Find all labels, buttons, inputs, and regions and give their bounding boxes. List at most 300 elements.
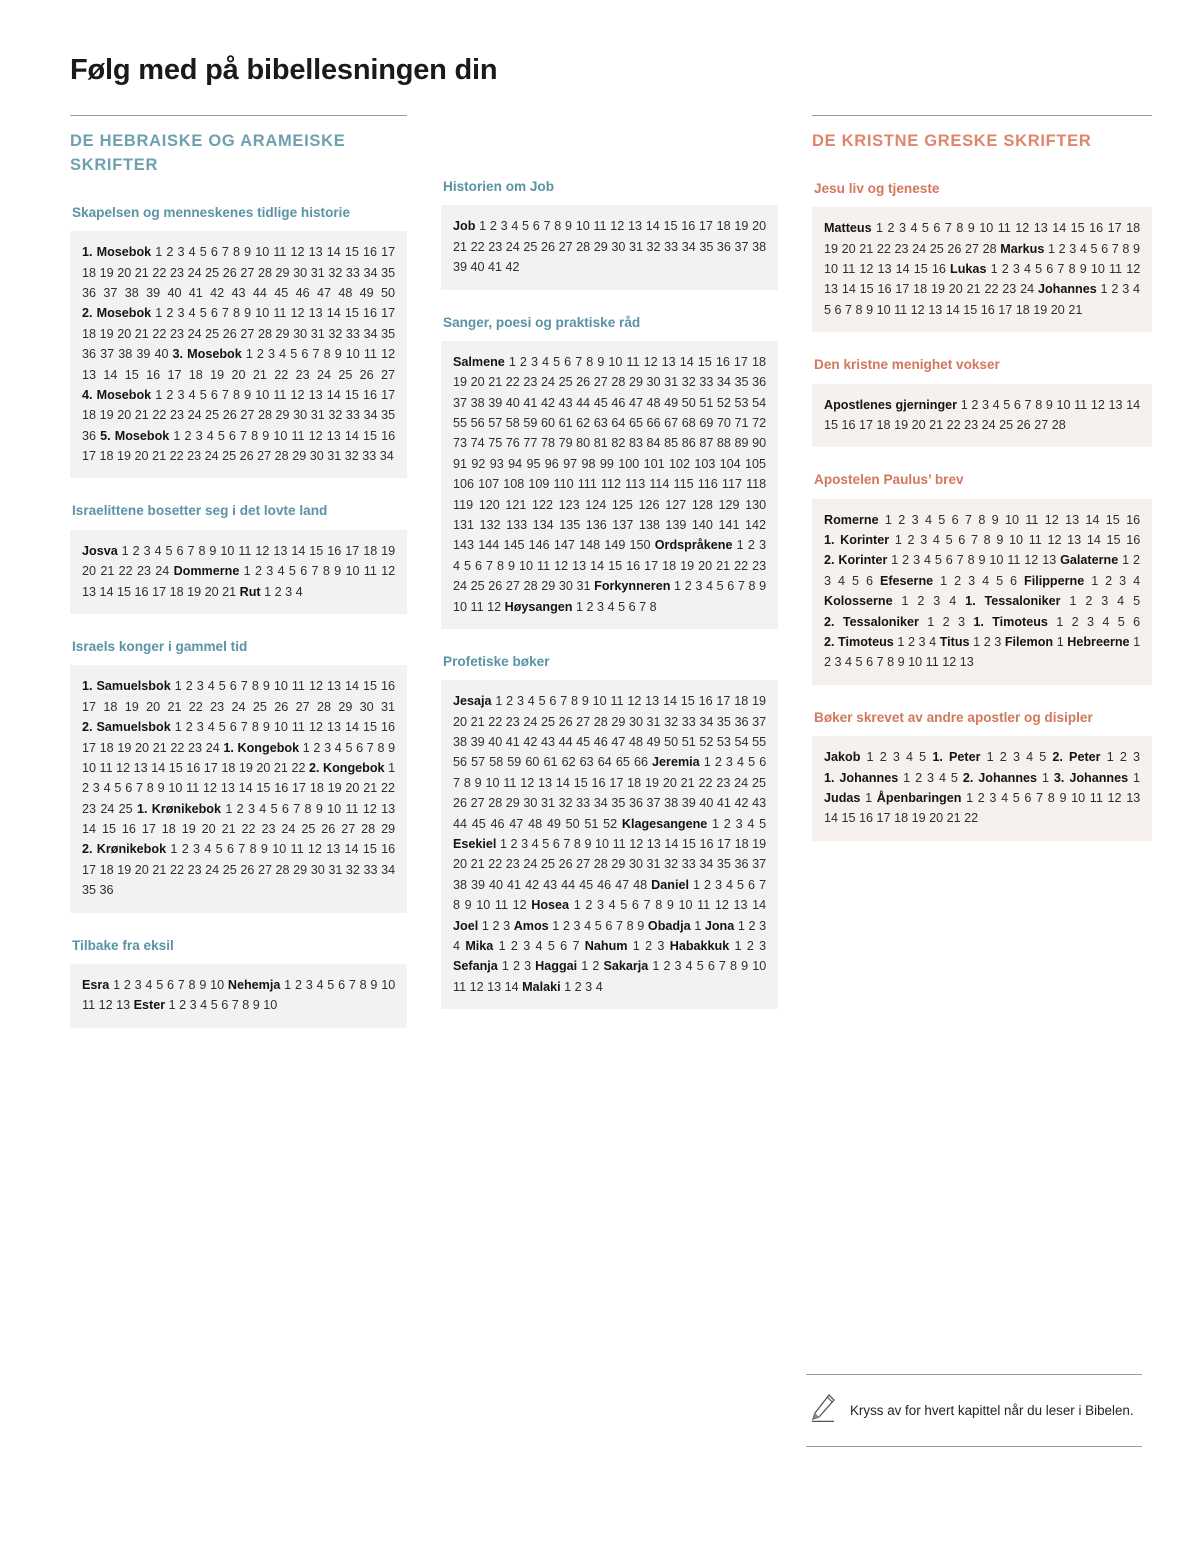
chapter-number[interactable]: 13	[572, 558, 587, 573]
chapter-number[interactable]: 21	[152, 449, 167, 464]
chapter-number[interactable]: 47	[628, 395, 643, 410]
chapter-number[interactable]: 14	[752, 898, 767, 913]
chapter-number[interactable]: 3	[957, 614, 965, 629]
chapter-number[interactable]: 7	[639, 599, 647, 614]
chapter-number[interactable]: 47	[509, 816, 524, 831]
chapter-number[interactable]: 15	[608, 558, 623, 573]
chapter-number[interactable]: 4	[906, 750, 914, 765]
chapter-number[interactable]: 6	[631, 898, 639, 913]
chapter-number[interactable]: 42	[734, 796, 749, 811]
chapter-number[interactable]: 39	[488, 395, 503, 410]
chapter-number[interactable]: 7	[221, 245, 229, 260]
chapter-number[interactable]: 1	[1069, 594, 1077, 609]
chapter-number[interactable]: 17	[859, 417, 874, 432]
chapter-number[interactable]: 29	[275, 326, 290, 341]
chapter-number[interactable]: 10	[453, 599, 468, 614]
chapter-number[interactable]: 24	[100, 801, 115, 816]
chapter-number[interactable]: 17	[609, 775, 624, 790]
chapter-number[interactable]: 15	[963, 302, 978, 317]
chapter-number[interactable]: 22	[964, 811, 979, 826]
chapter-number[interactable]: 8	[251, 428, 259, 443]
chapter-number[interactable]: 6	[532, 219, 540, 234]
chapter-number[interactable]: 1	[495, 694, 503, 709]
chapter-number[interactable]: 47	[611, 735, 626, 750]
chapter-number[interactable]: 18	[103, 699, 118, 714]
chapter-number[interactable]: 29	[292, 449, 307, 464]
chapter-number[interactable]: 17	[381, 387, 396, 402]
chapter-number[interactable]: 5	[199, 387, 207, 402]
chapter-number[interactable]: 64	[597, 755, 612, 770]
chapter-number[interactable]: 20	[470, 375, 485, 390]
chapter-number[interactable]: 36	[82, 347, 97, 362]
chapter-number[interactable]: 9	[157, 781, 165, 796]
chapter-number[interactable]: 4	[1001, 790, 1009, 805]
chapter-number[interactable]: 26	[488, 579, 503, 594]
chapter-number[interactable]: 47	[316, 285, 331, 300]
chapter-number[interactable]: 8	[978, 512, 986, 527]
chapter-number[interactable]: 22	[169, 862, 184, 877]
chapter-number[interactable]: 26	[359, 367, 374, 382]
chapter-number[interactable]: 7	[135, 781, 143, 796]
chapter-number[interactable]: 2	[645, 938, 653, 953]
chapter-number[interactable]: 14	[344, 842, 359, 857]
chapter-number[interactable]: 14	[664, 837, 679, 852]
chapter-number[interactable]: 69	[699, 416, 714, 431]
chapter-number[interactable]: 10	[1056, 397, 1071, 412]
chapter-number[interactable]: 25	[118, 801, 133, 816]
chapter-number[interactable]: 44	[252, 285, 267, 300]
chapter-number[interactable]: 121	[505, 497, 527, 512]
chapter-number[interactable]: 50	[681, 395, 696, 410]
chapter-number[interactable]: 10	[485, 775, 500, 790]
chapter-number[interactable]: 23	[752, 558, 767, 573]
chapter-number[interactable]: 4	[992, 397, 1000, 412]
chapter-number[interactable]: 11	[1074, 397, 1088, 412]
chapter-number[interactable]: 11	[82, 998, 96, 1013]
chapter-number[interactable]: 14	[1126, 397, 1141, 412]
chapter-number[interactable]: 1	[1091, 573, 1099, 588]
chapter-number[interactable]: 5	[919, 750, 927, 765]
chapter-number[interactable]: 128	[691, 497, 713, 512]
chapter-number[interactable]: 48	[338, 285, 353, 300]
chapter-number[interactable]: 13	[326, 720, 341, 735]
chapter-number[interactable]: 15	[344, 387, 359, 402]
chapter-number[interactable]: 7	[238, 842, 246, 857]
chapter-number[interactable]: 65	[628, 416, 643, 431]
chapter-number[interactable]: 24	[734, 775, 749, 790]
chapter-number[interactable]: 22	[152, 326, 167, 341]
chapter-number[interactable]: 1	[155, 245, 163, 260]
chapter-number[interactable]: 27	[295, 699, 310, 714]
chapter-number[interactable]: 17	[82, 862, 97, 877]
chapter-number[interactable]: 2	[181, 842, 189, 857]
chapter-number[interactable]: 64	[611, 416, 626, 431]
chapter-number[interactable]: 40	[167, 285, 182, 300]
chapter-number[interactable]: 10	[592, 694, 607, 709]
chapter-number[interactable]: 60	[540, 416, 555, 431]
chapter-number[interactable]: 12	[381, 564, 396, 579]
chapter-number[interactable]: 8	[887, 655, 895, 670]
chapter-number[interactable]: 28	[257, 408, 272, 423]
chapter-number[interactable]: 2	[971, 397, 979, 412]
chapter-number[interactable]: 12	[1090, 397, 1105, 412]
chapter-number[interactable]: 1	[927, 614, 935, 629]
chapter-number[interactable]: 40	[154, 347, 169, 362]
chapter-number[interactable]: 4	[206, 428, 214, 443]
chapter-number[interactable]: 10	[575, 219, 590, 234]
chapter-number[interactable]: 7	[964, 512, 972, 527]
chapter-number[interactable]: 38	[453, 735, 468, 750]
chapter-number[interactable]: 4	[929, 635, 937, 650]
chapter-number[interactable]: 4	[1024, 262, 1032, 277]
chapter-number[interactable]: 28	[523, 579, 538, 594]
chapter-number[interactable]: 91	[453, 456, 468, 471]
chapter-number[interactable]: 11	[503, 775, 517, 790]
chapter-number[interactable]: 6	[958, 533, 966, 548]
chapter-number[interactable]: 46	[611, 395, 626, 410]
chapter-number[interactable]: 65	[615, 755, 630, 770]
chapter-number[interactable]: 17	[381, 306, 396, 321]
chapter-number[interactable]: 28	[576, 239, 591, 254]
chapter-number[interactable]: 23	[210, 699, 225, 714]
chapter-number[interactable]: 38	[118, 347, 133, 362]
chapter-number[interactable]: 28	[274, 449, 289, 464]
chapter-number[interactable]: 9	[637, 918, 645, 933]
chapter-number[interactable]: 19	[680, 558, 695, 573]
chapter-number[interactable]: 127	[665, 497, 687, 512]
chapter-number[interactable]: 33	[681, 714, 696, 729]
chapter-number[interactable]: 20	[146, 699, 161, 714]
chapter-number[interactable]: 3	[715, 877, 723, 892]
chapter-number[interactable]: 126	[638, 497, 660, 512]
chapter-number[interactable]: 11	[290, 842, 304, 857]
chapter-number[interactable]: 52	[716, 395, 731, 410]
chapter-number[interactable]: 17	[716, 694, 731, 709]
chapter-number[interactable]: 22	[734, 558, 749, 573]
chapter-number[interactable]: 9	[584, 837, 592, 852]
chapter-number[interactable]: 26	[558, 857, 573, 872]
chapter-number[interactable]: 5	[327, 977, 335, 992]
chapter-number[interactable]: 22	[488, 714, 503, 729]
chapter-number[interactable]: 6	[865, 573, 873, 588]
chapter-number[interactable]: 34	[681, 239, 696, 254]
chapter-number[interactable]: 4	[1102, 614, 1110, 629]
chapter-number[interactable]: 20	[201, 822, 216, 837]
chapter-number[interactable]: 26	[222, 408, 237, 423]
chapter-number[interactable]: 137	[612, 517, 634, 532]
chapter-number[interactable]: 72	[752, 416, 767, 431]
chapter-number[interactable]: 9	[388, 740, 396, 755]
chapter-number[interactable]: 1	[284, 977, 292, 992]
chapter-number[interactable]: 8	[322, 564, 330, 579]
chapter-number[interactable]: 18	[99, 862, 114, 877]
chapter-number[interactable]: 141	[718, 517, 740, 532]
chapter-number[interactable]: 5	[542, 837, 550, 852]
chapter-number[interactable]: 5	[594, 918, 602, 933]
chapter-number[interactable]: 1	[1122, 553, 1130, 568]
chapter-number[interactable]: 13	[326, 842, 341, 857]
chapter-number[interactable]: 6	[1046, 262, 1054, 277]
chapter-number[interactable]: 116	[697, 477, 718, 492]
chapter-number[interactable]: 2	[492, 918, 500, 933]
chapter-number[interactable]: 13	[326, 679, 341, 694]
chapter-number[interactable]: 3	[1122, 282, 1130, 297]
chapter-number[interactable]: 148	[579, 538, 601, 553]
chapter-number[interactable]: 14	[1052, 221, 1067, 236]
chapter-number[interactable]: 7	[221, 306, 229, 321]
chapter-number[interactable]: 20	[911, 417, 926, 432]
chapter-number[interactable]: 10	[678, 898, 693, 913]
chapter-number[interactable]: 37	[752, 714, 767, 729]
chapter-number[interactable]: 23	[82, 801, 97, 816]
chapter-number[interactable]: 12	[859, 262, 874, 277]
chapter-number[interactable]: 11	[537, 558, 551, 573]
chapter-number[interactable]: 28	[488, 796, 503, 811]
chapter-number[interactable]: 7	[177, 977, 185, 992]
chapter-number[interactable]: 26	[1016, 417, 1031, 432]
chapter-number[interactable]: 4	[845, 655, 853, 670]
chapter-number[interactable]: 3	[1012, 262, 1020, 277]
chapter-number[interactable]: 22	[152, 265, 167, 280]
chapter-number[interactable]: 19	[645, 775, 660, 790]
chapter-number[interactable]: 15	[573, 775, 588, 790]
chapter-number[interactable]: 43	[752, 796, 767, 811]
chapter-number[interactable]: 6	[748, 877, 756, 892]
chapter-number[interactable]: 21	[453, 239, 468, 254]
chapter-number[interactable]: 34	[381, 862, 396, 877]
chapter-number[interactable]: 23	[505, 857, 520, 872]
chapter-number[interactable]: 3	[657, 938, 665, 953]
chapter-number[interactable]: 16	[681, 219, 696, 234]
chapter-number[interactable]: 13	[645, 694, 660, 709]
chapter-number[interactable]: 15	[362, 679, 377, 694]
chapter-number[interactable]: 3	[1086, 614, 1094, 629]
chapter-number[interactable]: 12	[1107, 790, 1122, 805]
chapter-number[interactable]: 9	[199, 977, 207, 992]
chapter-number[interactable]: 6	[229, 679, 237, 694]
chapter-number[interactable]: 3	[324, 740, 332, 755]
chapter-number[interactable]: 35	[716, 714, 731, 729]
chapter-number[interactable]: 36	[82, 428, 97, 443]
chapter-number[interactable]: 4	[737, 755, 745, 770]
chapter-number[interactable]: 26	[222, 265, 237, 280]
chapter-number[interactable]: 8	[573, 837, 581, 852]
chapter-number[interactable]: 12	[116, 760, 131, 775]
chapter-number[interactable]: 134	[532, 517, 554, 532]
chapter-number[interactable]: 1	[264, 584, 272, 599]
chapter-number[interactable]: 1	[692, 877, 700, 892]
chapter-number[interactable]: 18	[188, 367, 203, 382]
chapter-number[interactable]: 5	[759, 816, 767, 831]
chapter-number[interactable]: 20	[698, 558, 713, 573]
chapter-number[interactable]: 12	[627, 694, 642, 709]
chapter-number[interactable]: 32	[646, 239, 661, 254]
chapter-number[interactable]: 10	[876, 302, 891, 317]
chapter-number[interactable]: 45	[576, 735, 591, 750]
chapter-number[interactable]: 41	[488, 260, 503, 275]
chapter-number[interactable]: 22	[698, 775, 713, 790]
chapter-number[interactable]: 2	[519, 354, 527, 369]
chapter-number[interactable]: 7	[293, 801, 301, 816]
chapter-number[interactable]: 28	[275, 862, 290, 877]
chapter-number[interactable]: 18	[913, 282, 928, 297]
chapter-number[interactable]: 7	[1111, 241, 1119, 256]
chapter-number[interactable]: 5	[288, 564, 296, 579]
chapter-number[interactable]: 18	[1015, 302, 1030, 317]
chapter-number[interactable]: 5	[290, 347, 298, 362]
chapter-number[interactable]: 7	[240, 679, 248, 694]
chapter-number[interactable]: 16	[699, 837, 714, 852]
chapter-number[interactable]: 6	[605, 918, 613, 933]
chapter-number[interactable]: 17	[998, 302, 1013, 317]
chapter-number[interactable]: 2	[185, 679, 193, 694]
chapter-number[interactable]: 32	[664, 714, 679, 729]
chapter-number[interactable]: 97	[563, 456, 578, 471]
chapter-number[interactable]: 8	[146, 781, 154, 796]
chapter-number[interactable]: 16	[186, 760, 201, 775]
chapter-number[interactable]: 7	[845, 302, 853, 317]
chapter-number[interactable]: 3	[759, 938, 767, 953]
chapter-number[interactable]: 41	[507, 877, 522, 892]
chapter-number[interactable]: 33	[345, 265, 360, 280]
chapter-number[interactable]: 19	[824, 241, 839, 256]
chapter-number[interactable]: 25	[751, 775, 766, 790]
chapter-number[interactable]: 11	[697, 898, 711, 913]
chapter-number[interactable]: 45	[579, 877, 594, 892]
chapter-number[interactable]: 15	[309, 543, 324, 558]
chapter-number[interactable]: 32	[328, 408, 343, 423]
chapter-number[interactable]: 22	[152, 408, 167, 423]
chapter-number[interactable]: 1	[674, 579, 682, 594]
chapter-number[interactable]: 36	[752, 375, 767, 390]
chapter-number[interactable]: 2	[82, 781, 90, 796]
chapter-number[interactable]: 6	[210, 245, 218, 260]
chapter-number[interactable]: 11	[1089, 790, 1103, 805]
chapter-number[interactable]: 8	[188, 977, 196, 992]
chapter-number[interactable]: 62	[576, 416, 591, 431]
chapter-number[interactable]: 21	[716, 558, 731, 573]
chapter-number[interactable]: 5	[210, 998, 218, 1013]
chapter-number[interactable]: 24	[540, 375, 555, 390]
chapter-number[interactable]: 8	[554, 219, 562, 234]
chapter-number[interactable]: 25	[205, 326, 220, 341]
chapter-number[interactable]: 14	[344, 679, 359, 694]
chapter-number[interactable]: 2	[313, 740, 321, 755]
chapter-number[interactable]: 146	[528, 538, 550, 553]
chapter-number[interactable]: 10	[345, 347, 360, 362]
chapter-number[interactable]: 18	[894, 811, 909, 826]
chapter-number[interactable]: 55	[453, 416, 468, 431]
chapter-number[interactable]: 14	[344, 720, 359, 735]
chapter-number[interactable]: 2	[917, 594, 925, 609]
chapter-number[interactable]: 21	[273, 760, 288, 775]
chapter-number[interactable]: 9	[262, 428, 270, 443]
chapter-number[interactable]: 86	[681, 436, 696, 451]
chapter-number[interactable]: 8	[649, 599, 657, 614]
chapter-number[interactable]: 8	[323, 347, 331, 362]
chapter-number[interactable]: 2	[977, 790, 985, 805]
chapter-number[interactable]: 5	[199, 245, 207, 260]
chapter-number[interactable]: 150	[629, 538, 651, 553]
chapter-number[interactable]: 28	[593, 714, 608, 729]
chapter-number[interactable]: 12	[381, 347, 396, 362]
chapter-number[interactable]: 63	[593, 416, 608, 431]
chapter-number[interactable]: 18	[99, 740, 114, 755]
chapter-number[interactable]: 7	[1024, 397, 1032, 412]
chapter-number[interactable]: 16	[859, 811, 874, 826]
chapter-number[interactable]: 3	[177, 306, 185, 321]
chapter-number[interactable]: 13	[1065, 512, 1080, 527]
chapter-number[interactable]: 20	[135, 740, 150, 755]
chapter-number[interactable]: 11	[997, 221, 1011, 236]
chapter-number[interactable]: 2	[983, 635, 991, 650]
chapter-number[interactable]: 13	[1067, 533, 1082, 548]
chapter-number[interactable]: 20	[231, 367, 246, 382]
chapter-number[interactable]: 22	[169, 449, 184, 464]
chapter-number[interactable]: 3	[143, 543, 151, 558]
chapter-number[interactable]: 131	[453, 517, 475, 532]
chapter-number[interactable]: 55	[752, 735, 767, 750]
chapter-number[interactable]: 35	[734, 375, 749, 390]
chapter-number[interactable]: 2	[506, 694, 514, 709]
chapter-number[interactable]: 4	[207, 679, 215, 694]
chapter-number[interactable]: 32	[558, 796, 573, 811]
chapter-number[interactable]: 3	[981, 397, 989, 412]
chapter-number[interactable]: 2	[723, 816, 731, 831]
chapter-number[interactable]: 4	[453, 938, 461, 953]
chapter-number[interactable]: 3	[759, 538, 767, 553]
chapter-number[interactable]: 3	[193, 842, 201, 857]
chapter-number[interactable]: 5	[1012, 790, 1020, 805]
chapter-number[interactable]: 13	[1126, 790, 1141, 805]
chapter-number[interactable]: 13	[308, 245, 323, 260]
chapter-number[interactable]: 6	[1010, 573, 1018, 588]
chapter-number[interactable]: 19	[381, 543, 396, 558]
chapter-number[interactable]: 37	[103, 285, 118, 300]
chapter-number[interactable]: 63	[579, 755, 594, 770]
chapter-number[interactable]: 23	[295, 367, 310, 382]
chapter-number[interactable]: 6	[707, 959, 715, 974]
chapter-number[interactable]: 45	[593, 395, 608, 410]
chapter-number[interactable]: 1	[897, 635, 905, 650]
chapter-number[interactable]: 12	[1044, 512, 1059, 527]
chapter-number[interactable]: 4	[200, 998, 208, 1013]
chapter-number[interactable]: 83	[628, 436, 643, 451]
chapter-number[interactable]: 17	[167, 367, 182, 382]
chapter-number[interactable]: 4	[982, 573, 990, 588]
chapter-number[interactable]: 26	[321, 822, 336, 837]
chapter-number[interactable]: 16	[381, 679, 396, 694]
chapter-number[interactable]: 9	[262, 679, 270, 694]
chapter-number[interactable]: 38	[124, 285, 139, 300]
chapter-number[interactable]: 12	[1047, 533, 1062, 548]
chapter-number[interactable]: 8	[463, 775, 471, 790]
chapter-number[interactable]: 31	[646, 714, 661, 729]
chapter-number[interactable]: 11	[593, 219, 607, 234]
chapter-number[interactable]: 19	[187, 584, 202, 599]
chapter-number[interactable]: 27	[965, 241, 980, 256]
chapter-number[interactable]: 2	[123, 977, 131, 992]
chapter-number[interactable]: 1	[737, 918, 745, 933]
chapter-number[interactable]: 51	[584, 816, 599, 831]
chapter-number[interactable]: 9	[315, 801, 323, 816]
chapter-number[interactable]: 2	[907, 635, 915, 650]
chapter-number[interactable]: 3	[285, 584, 293, 599]
chapter-number[interactable]: 34	[363, 265, 378, 280]
chapter-number[interactable]: 94	[508, 456, 523, 471]
chapter-number[interactable]: 42	[505, 260, 520, 275]
chapter-number[interactable]: 140	[691, 517, 713, 532]
